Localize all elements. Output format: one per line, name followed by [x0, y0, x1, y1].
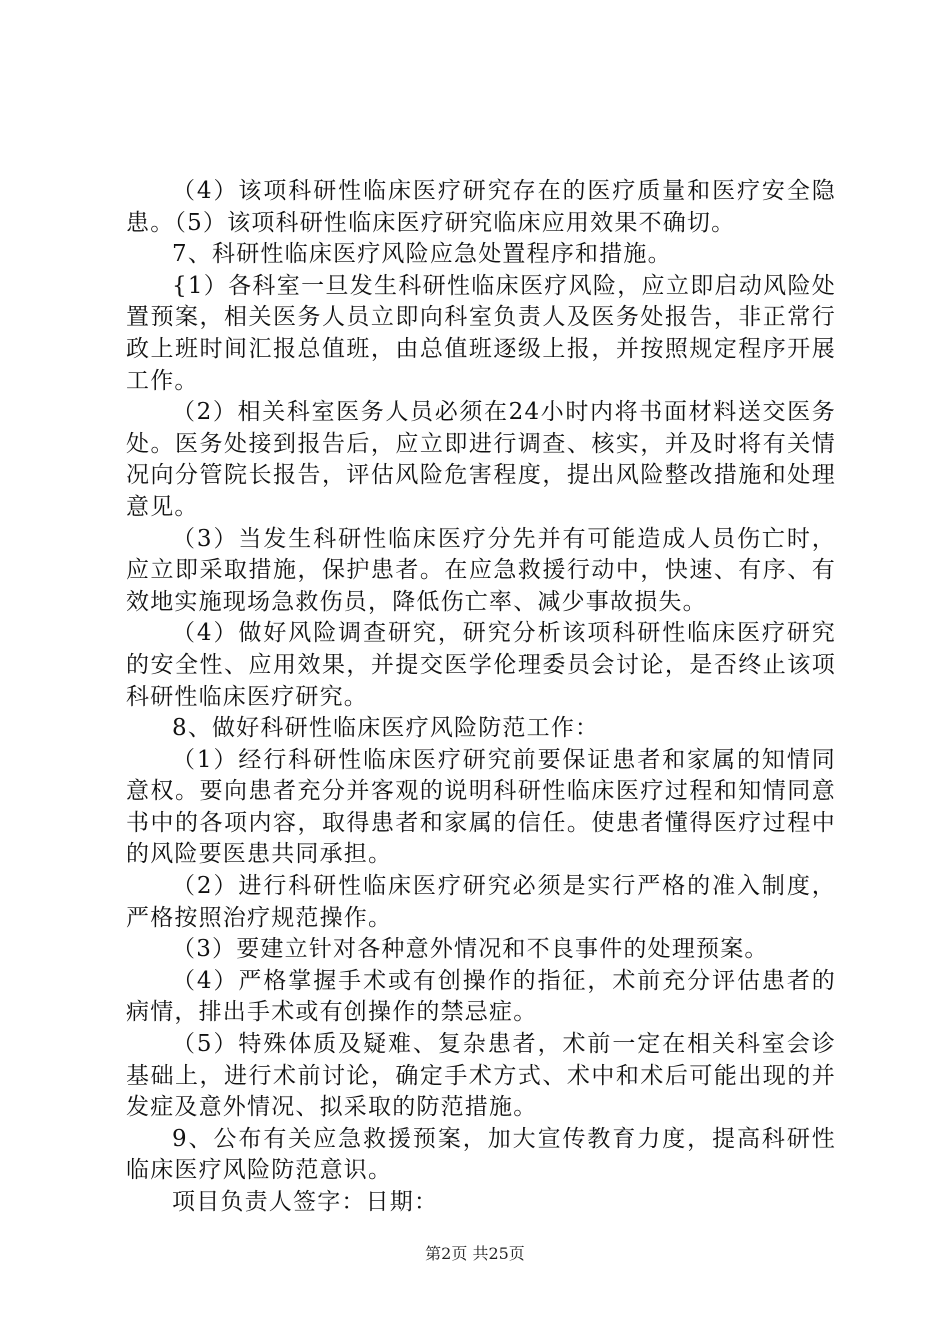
heading-emergency-procedures: 7、科研性临床医疗风险应急处置程序和措施。: [172, 241, 672, 268]
paragraph-prevention-step-2: （2）进行科研性临床医疗研究必须是实行严格的准入制度，严格按照治疗规范操作。: [126, 873, 836, 931]
paragraph-prevention-step-1: （1）经行科研性临床医疗研究前要保证患者和家属的知情同意权。要向患者充分并客观的说明科研性临床医疗过程和知情同意书中的各项内容，取得患者和家属的信任。使患者懂得医疗过程中的风险要医患共同承担。: [126, 746, 836, 868]
paragraph-emergency-step-4: （4）做好风险调查研究，研究分析该项科研性临床医疗研究的安全性、应用效果，并提交医学伦理委员会讨论，是否终止该项科研性临床医疗研究。: [126, 620, 836, 710]
paragraph-emergency-step-1: {1）各科室一旦发生科研性临床医疗风险，应立即启动风险处置预案，相关医务人员立即向科室负责人及医务处报告，非正常行政上班时间汇报总值班，由总值班逐级上报，并按照规定程序开展工作。: [126, 272, 836, 394]
signature-line: 项目负责人签字：日期：: [172, 1189, 439, 1215]
paragraph-publicity: 9、公布有关应急救援预案，加大宣传教育力度，提高科研性临床医疗风险防范意识。: [126, 1125, 836, 1184]
paragraph-emergency-step-2: （2）相关科室医务人员必须在24小时内将书面材料送交医务处。医务处接到报告后，应立即进行调查、核实，并及时将有关情况向分管院长报告，评估风险危害程度，提出风险整改措施和处理意见。: [126, 399, 836, 520]
paragraph-prevention-step-5: （5）特殊体质及疑难、复杂患者，术前一定在相关科室会诊基础上，进行术前讨论，确定手术方式、术中和术后可能出现的并发症及意外情况、拟采取的防范措施。: [126, 1031, 836, 1121]
paragraph-prevention-step-4: （4）严格掌握手术或有创操作的指征，术前充分评估患者的病情，排出手术或有创操作的禁忌症。: [126, 967, 836, 1026]
paragraph-prevention-step-3: （3）要建立针对各种意外情况和不良事件的处理预案。: [172, 936, 769, 963]
paragraph-emergency-step-3: （3）当发生科研性临床医疗分先并有可能造成人员伤亡时，应立即采取措施，保护患者。在应急救援行动中，快速、有序、有效地实施现场急救伤员，降低伤亡率、减少事故损失。: [126, 525, 836, 615]
paragraph-risk-hazards: （4）该项科研性临床医疗研究存在的医疗质量和医疗安全隐患。（5）该项科研性临床医疗研究临床应用效果不确切。: [126, 178, 836, 236]
page-number-footer: 第2页 共25页: [425, 1244, 525, 1263]
heading-risk-prevention: 8、做好科研性临床医疗风险防范工作：: [172, 715, 600, 742]
document-body: [126, 176, 836, 1219]
